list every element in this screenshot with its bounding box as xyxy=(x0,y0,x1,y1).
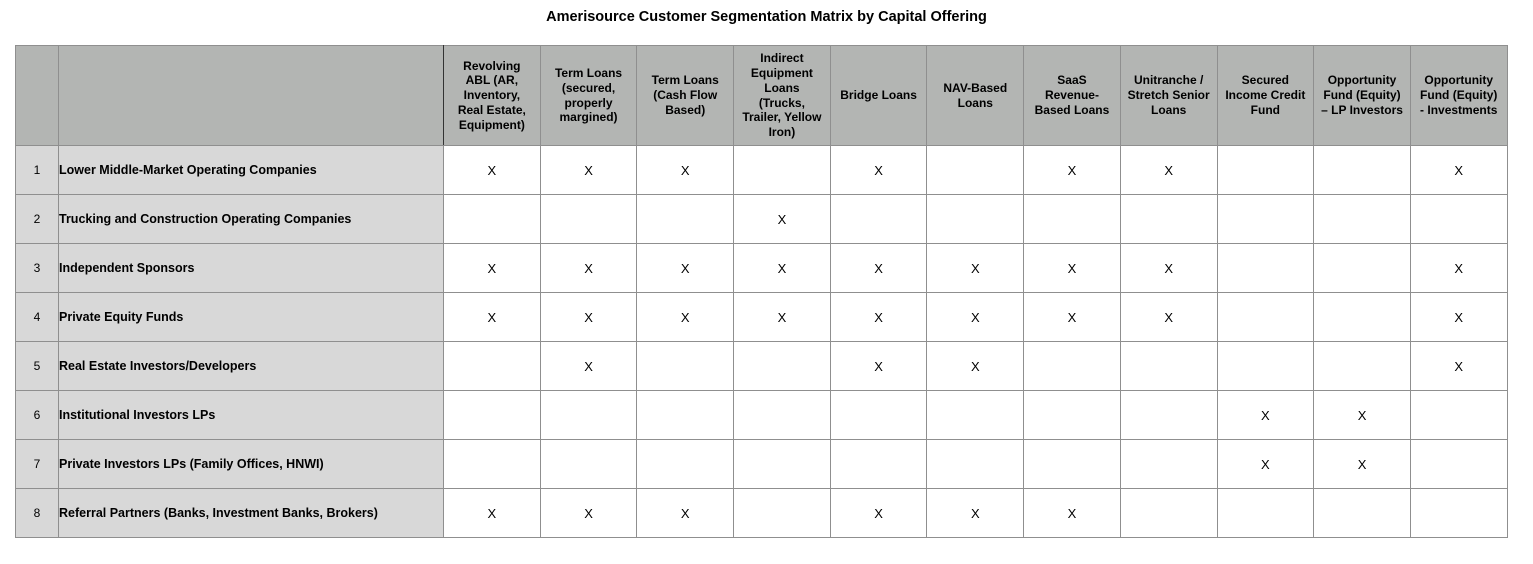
matrix-cell xyxy=(637,391,734,440)
matrix-cell: X xyxy=(1217,391,1314,440)
matrix-cell xyxy=(734,440,831,489)
matrix-cell xyxy=(1217,244,1314,293)
matrix-cell: X xyxy=(1120,244,1217,293)
matrix-cell: X xyxy=(830,146,927,195)
matrix-cell xyxy=(637,342,734,391)
matrix-cell: X xyxy=(1024,489,1121,538)
matrix-cell: X xyxy=(1024,293,1121,342)
matrix-cell: X xyxy=(1314,440,1411,489)
matrix-cell: X xyxy=(1120,293,1217,342)
matrix-cell xyxy=(1314,293,1411,342)
matrix-cell xyxy=(1217,293,1314,342)
segment-label: Referral Partners (Banks, Investment Banks, Brokers) xyxy=(59,489,444,538)
column-header: NAV-Based Loans xyxy=(927,46,1024,146)
matrix-cell xyxy=(637,195,734,244)
row-number: 6 xyxy=(16,391,59,440)
matrix-cell: X xyxy=(927,342,1024,391)
matrix-cell xyxy=(1314,244,1411,293)
matrix-cell xyxy=(1024,195,1121,244)
row-number: 3 xyxy=(16,244,59,293)
segment-label: Private Investors LPs (Family Offices, HNWI) xyxy=(59,440,444,489)
column-header: Secured Income Credit Fund xyxy=(1217,46,1314,146)
matrix-cell: X xyxy=(444,244,541,293)
matrix-cell xyxy=(637,440,734,489)
matrix-cell xyxy=(1217,146,1314,195)
matrix-cell xyxy=(1410,391,1507,440)
matrix-cell xyxy=(927,440,1024,489)
matrix-cell xyxy=(1217,195,1314,244)
table-row xyxy=(16,195,1508,244)
matrix-cell: X xyxy=(734,293,831,342)
segment-label: Real Estate Investors/Developers xyxy=(59,342,444,391)
table-row xyxy=(16,391,1508,440)
matrix-cell xyxy=(1314,342,1411,391)
matrix-cell: X xyxy=(540,342,637,391)
matrix-cell: X xyxy=(637,146,734,195)
matrix-cell xyxy=(830,440,927,489)
row-number: 8 xyxy=(16,489,59,538)
row-number: 1 xyxy=(16,146,59,195)
matrix-cell: X xyxy=(734,195,831,244)
column-header: Term Loans (Cash Flow Based) xyxy=(637,46,734,146)
segment-header xyxy=(59,46,444,146)
table-row xyxy=(16,293,1508,342)
matrix-cell: X xyxy=(444,146,541,195)
matrix-cell xyxy=(1120,489,1217,538)
matrix-cell xyxy=(1120,342,1217,391)
matrix-cell: X xyxy=(1410,293,1507,342)
matrix-cell xyxy=(1024,440,1121,489)
table-row xyxy=(16,440,1508,489)
matrix-cell: X xyxy=(1024,146,1121,195)
column-header: Indirect Equipment Loans (Trucks, Trailer, Yellow Iron) xyxy=(734,46,831,146)
matrix-cell: X xyxy=(927,489,1024,538)
matrix-cell xyxy=(1217,342,1314,391)
matrix-cell: X xyxy=(927,244,1024,293)
table-row xyxy=(16,244,1508,293)
segment-label: Independent Sponsors xyxy=(59,244,444,293)
column-header: Term Loans (secured, properly margined) xyxy=(540,46,637,146)
segment-label: Private Equity Funds xyxy=(59,293,444,342)
header-row xyxy=(16,46,1508,146)
segment-label: Lower Middle-Market Operating Companies xyxy=(59,146,444,195)
matrix-body xyxy=(16,146,1508,538)
matrix-cell: X xyxy=(540,293,637,342)
matrix-cell: X xyxy=(637,244,734,293)
matrix-cell xyxy=(734,391,831,440)
matrix-cell: X xyxy=(734,244,831,293)
matrix-cell xyxy=(830,195,927,244)
matrix-cell: X xyxy=(637,293,734,342)
matrix-cell xyxy=(444,440,541,489)
matrix-cell xyxy=(1314,146,1411,195)
matrix-cell: X xyxy=(540,489,637,538)
column-header: SaaS Revenue- Based Loans xyxy=(1024,46,1121,146)
matrix-cell xyxy=(444,342,541,391)
row-number-header xyxy=(16,46,59,146)
segment-label: Trucking and Construction Operating Companies xyxy=(59,195,444,244)
matrix-cell xyxy=(1410,440,1507,489)
matrix-cell: X xyxy=(1024,244,1121,293)
matrix-cell xyxy=(1314,195,1411,244)
matrix-cell xyxy=(734,489,831,538)
column-header: Opportunity Fund (Equity) - Investments xyxy=(1410,46,1507,146)
table-row xyxy=(16,146,1508,195)
matrix-cell xyxy=(1120,195,1217,244)
matrix-cell: X xyxy=(1410,244,1507,293)
matrix-cell: X xyxy=(830,244,927,293)
matrix-cell xyxy=(1410,195,1507,244)
page-title: Amerisource Customer Segmentation Matrix by Capital Offering xyxy=(546,9,987,25)
matrix-cell xyxy=(927,391,1024,440)
matrix-cell: X xyxy=(637,489,734,538)
matrix-cell: X xyxy=(1217,440,1314,489)
matrix-cell xyxy=(1120,440,1217,489)
column-header: Revolving ABL (AR, Inventory, Real Estate, Equipment) xyxy=(444,46,541,146)
column-header: Opportunity Fund (Equity) – LP Investors xyxy=(1314,46,1411,146)
matrix-cell xyxy=(1217,489,1314,538)
matrix-cell: X xyxy=(444,489,541,538)
table-row xyxy=(16,342,1508,391)
matrix-cell xyxy=(444,195,541,244)
row-number: 2 xyxy=(16,195,59,244)
segmentation-matrix xyxy=(15,45,1508,538)
matrix-cell xyxy=(927,195,1024,244)
matrix-cell xyxy=(1120,391,1217,440)
matrix-cell: X xyxy=(927,293,1024,342)
matrix-cell xyxy=(1314,489,1411,538)
column-header: Bridge Loans xyxy=(830,46,927,146)
matrix-cell xyxy=(734,146,831,195)
matrix-cell: X xyxy=(830,293,927,342)
table-row xyxy=(16,489,1508,538)
matrix-cell: X xyxy=(540,244,637,293)
matrix-cell: X xyxy=(444,293,541,342)
matrix-cell xyxy=(540,195,637,244)
row-number: 7 xyxy=(16,440,59,489)
matrix-cell: X xyxy=(1410,146,1507,195)
matrix-cell xyxy=(540,440,637,489)
matrix-cell: X xyxy=(830,342,927,391)
matrix-cell xyxy=(540,391,637,440)
matrix-cell: X xyxy=(540,146,637,195)
matrix-cell xyxy=(734,342,831,391)
column-header: Unitranche / Stretch Senior Loans xyxy=(1120,46,1217,146)
matrix-cell xyxy=(830,391,927,440)
matrix-cell: X xyxy=(1410,342,1507,391)
matrix-cell xyxy=(1024,391,1121,440)
segment-label: Institutional Investors LPs xyxy=(59,391,444,440)
matrix-cell xyxy=(1410,489,1507,538)
matrix-cell xyxy=(444,391,541,440)
matrix-cell: X xyxy=(830,489,927,538)
row-number: 4 xyxy=(16,293,59,342)
matrix-cell: X xyxy=(1120,146,1217,195)
matrix-cell xyxy=(927,146,1024,195)
matrix-cell: X xyxy=(1314,391,1411,440)
row-number: 5 xyxy=(16,342,59,391)
matrix-cell xyxy=(1024,342,1121,391)
